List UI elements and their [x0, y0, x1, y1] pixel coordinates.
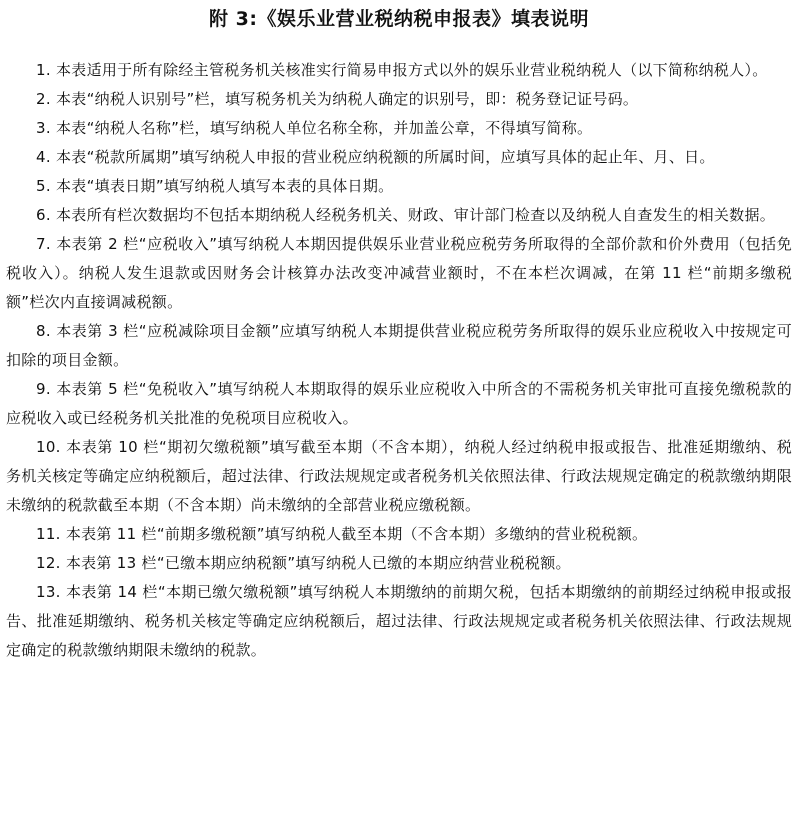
instruction-item-5: 5. 本表“填表日期”填写纳税人填写本表的具体日期。	[36, 177, 394, 195]
instruction-list	[6, 40, 792, 665]
instruction-item-7: 7. 本表第 2 栏“应税收入”填写纳税人本期因提供娱乐业营业税应税劳务所取得的全部价款和价外费用（包括免税收入）。纳税人发生退款或因财务会计核算办法改变冲减营业额时，不在本栏次调减，在第 11 栏“前期多缴税额”栏次内直接调减税额。	[6, 235, 792, 311]
instruction-item-4: 4. 本表“税款所属期”填写纳税人申报的营业税应纳税额的所属时间，应填写具体的起止年、月、日。	[36, 148, 715, 166]
document-title: 附 3:《娱乐业营业税纳税申报表》填表说明	[209, 8, 589, 30]
instruction-item-6: 6. 本表所有栏次数据均不包括本期纳税人经税务机关、财政、审计部门检查以及纳税人自查发生的相关数据。	[36, 206, 776, 224]
instruction-item-3: 3. 本表“纳税人名称”栏，填写纳税人单位名称全称，并加盖公章，不得填写简称。	[36, 119, 593, 137]
instruction-item-9: 9. 本表第 5 栏“免税收入”填写纳税人本期取得的娱乐业应税收入中所含的不需税务机关审批可直接免缴税款的应税收入或已经税务机关批准的免税项目应税收入。	[6, 380, 792, 427]
instruction-item-8: 8. 本表第 3 栏“应税减除项目金额”应填写纳税人本期提供营业税应税劳务所取得的娱乐业应税收入中按规定可扣除的项目金额。	[6, 322, 792, 369]
instruction-item-13: 13. 本表第 14 栏“本期已缴欠缴税额”填写纳税人本期缴纳的前期欠税，包括本期缴纳的前期经过纳税申报或报告、批准延期缴纳、税务机关核定等确定应纳税额后，超过法律、行政法规规定或者税务机关依照法律、行政法规规定确定的税款缴纳期限未缴纳的税款。	[6, 583, 792, 659]
instruction-item-12: 12. 本表第 13 栏“已缴本期应纳税额”填写纳税人已缴的本期应纳营业税税额。	[36, 554, 571, 572]
instruction-item-2: 2. 本表“纳税人识别号”栏，填写税务机关为纳税人确定的识别号，即：税务登记证号码。	[36, 90, 639, 108]
instruction-item-1: 1. 本表适用于所有除经主管税务机关核准实行简易申报方式以外的娱乐业营业税纳税人（以下简称纳税人）。	[36, 61, 768, 79]
instruction-item-10: 10. 本表第 10 栏“期初欠缴税额”填写截至本期（不含本期），纳税人经过纳税申报或报告、批准延期缴纳、税务机关核定等确定应纳税额后，超过法律、行政法规规定或者税务机关依照法律、行政法规规定确定的税款缴纳期限未缴纳的税款截至本期（不含本期）尚未缴纳的全部营业税应缴税额。	[6, 438, 792, 514]
instruction-item-11: 11. 本表第 11 栏“前期多缴税额”填写纳税人截至本期（不含本期）多缴纳的营业税税额。	[36, 525, 648, 543]
